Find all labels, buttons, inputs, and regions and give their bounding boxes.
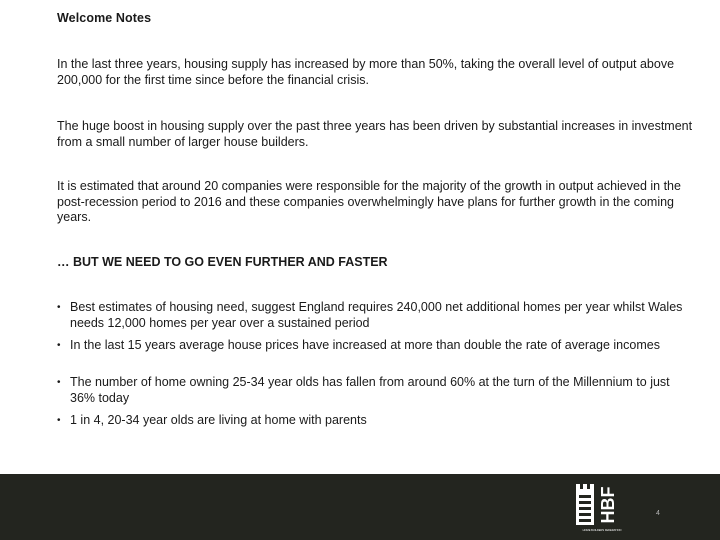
bullet-marker: • [57, 377, 61, 388]
bullet-text: The number of home owning 25-34 year olds has fallen from around 60% at the turn of the Millennium to just 36% today [70, 375, 670, 405]
bullet-text: 1 in 4, 20-34 year olds are living at home with parents [70, 413, 367, 427]
page-number: 4 [656, 510, 660, 517]
bullet-item [57, 375, 697, 406]
bullet-marker: • [57, 415, 61, 426]
bullet-marker: • [57, 302, 61, 313]
bullet-item [57, 338, 697, 354]
slide-title: Welcome Notes [57, 11, 152, 25]
logo-text: HBF [598, 486, 618, 524]
paragraph-2: The huge boost in housing supply over the past three years has been driven by substantial increases in investment from a small number of larger house builders. [57, 119, 693, 149]
logo-tagline: HOME BUILDERS FEDERATION [582, 529, 622, 532]
bullet-text: In the last 15 years average house prices have increased at more than double the rate of average incomes [70, 338, 660, 352]
hbf-logo [574, 481, 630, 533]
bullet-text: Best estimates of housing need, suggest England requires 240,000 net additional homes per year whilst Wales needs 12,000 homes per year over a sustained period [70, 300, 683, 330]
paragraph-1: In the last three years, housing supply has increased by more than 50%, taking the overall level of output above 200,000 for the first time since before the financial crisis. [57, 57, 675, 87]
bullet-item [57, 413, 697, 429]
section-heading: … BUT WE NEED TO GO EVEN FURTHER AND FASTER [57, 255, 388, 269]
bullet-item [57, 300, 697, 331]
bullet-marker: • [57, 340, 61, 351]
paragraph-3: It is estimated that around 20 companies were responsible for the majority of the growth in output achieved in the post-recession period to 2016 and these companies overwhelmingly have plans for further growth in the coming years. [57, 179, 681, 224]
